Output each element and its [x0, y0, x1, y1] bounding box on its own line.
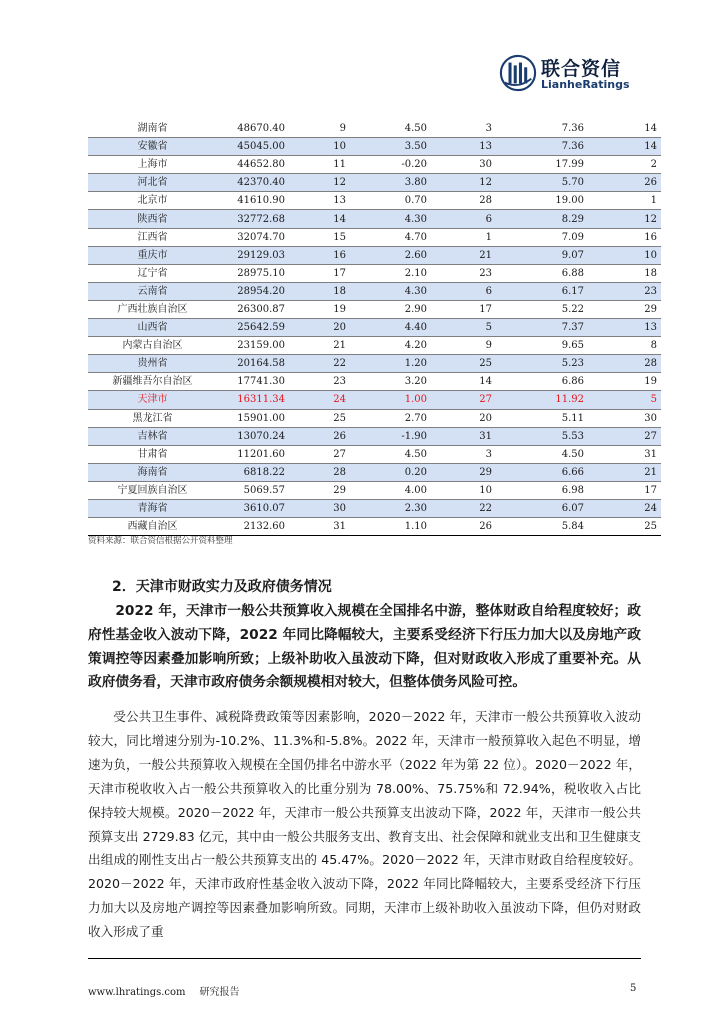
value-cell: 21 [431, 246, 496, 264]
value-cell: 24 [289, 391, 350, 409]
value-cell: 2.30 [350, 499, 431, 517]
value-cell: 3 [431, 120, 496, 138]
value-cell: 15 [289, 228, 350, 246]
footer-website: www.lhratings.com [88, 987, 186, 998]
value-cell: 30 [588, 409, 661, 427]
table-body [88, 120, 661, 536]
value-cell: 20 [289, 319, 350, 337]
region-name-cell: 湖南省 [88, 120, 217, 138]
value-cell: 22 [289, 355, 350, 373]
region-name-cell: 河北省 [88, 174, 217, 192]
value-cell: 25 [588, 518, 661, 536]
value-cell: 41610.90 [217, 192, 289, 210]
logo-chinese-name: 联合资信 [541, 58, 622, 80]
value-cell: 32074.70 [217, 228, 289, 246]
value-cell: 28 [289, 463, 350, 481]
value-cell: 24 [588, 499, 661, 517]
value-cell: 2 [588, 156, 661, 174]
body-paragraph: 受公共卫生事件、减税降费政策等因素影响，2020－2022 年，天津市一般公共预算收入波动较大，同比增速分别为-10.2%、11.3%和-5.8%。2022 年，天津市一般预算收入起色不明显，增速为负，一般公共预算收入规模在全国仍排名中游水平（2022 年为第 22 位）。2020－2022 年，天津市税收收入占一般公共预算收入的比重分别为 78.00%、75.75%和 72.94%，税收收入占比保持较大规模。2020－2022 年，天津市一般公共预算支出波动下降，2022 年，天津市一般公共预算支出 2729.83 亿元，其中由一般公共服务支出、教育支出、社会保障和就业支出和卫生健康支出组成的刚性支出占一般公共预算支出的 45.47%。2020－2022 年，天津市财政自给程度较好。2020－2022 年，天津市政府性基金收入波动下降，2022 年同比降幅较大，主要系受经济下行压力加大以及房地产调控等因素叠加影响所致。同期，天津市上级补助收入虽波动下降，但仍对财政收入形成了重 [88, 709, 641, 940]
value-cell: 4.20 [350, 337, 431, 355]
value-cell: 22 [431, 499, 496, 517]
region-name-cell: 宁夏回族自治区 [88, 481, 217, 499]
footer-doc-type: 研究报告 [199, 987, 240, 998]
region-name-cell: 天津市 [88, 391, 217, 409]
table-row [88, 463, 661, 481]
table-row [88, 481, 661, 499]
value-cell: 15901.00 [217, 409, 289, 427]
company-logo [499, 52, 629, 94]
value-cell: 10 [431, 481, 496, 499]
value-cell: 5.70 [496, 174, 588, 192]
value-cell: 14 [588, 120, 661, 138]
value-cell: 48670.40 [217, 120, 289, 138]
value-cell: 25642.59 [217, 319, 289, 337]
value-cell: 21 [588, 463, 661, 481]
value-cell: 19 [289, 300, 350, 318]
table-row [88, 282, 661, 300]
value-cell: 12 [588, 210, 661, 228]
value-cell: 23 [289, 373, 350, 391]
value-cell: 17 [289, 264, 350, 282]
value-cell: 14 [588, 138, 661, 156]
table-row [88, 156, 661, 174]
value-cell: 4.50 [350, 120, 431, 138]
value-cell: 0.20 [350, 463, 431, 481]
value-cell: 1 [431, 228, 496, 246]
value-cell: 13 [431, 138, 496, 156]
table-row [88, 337, 661, 355]
value-cell: -0.20 [350, 156, 431, 174]
value-cell: 28975.10 [217, 264, 289, 282]
value-cell: 23 [431, 264, 496, 282]
table-row [88, 120, 661, 138]
value-cell: 5.23 [496, 355, 588, 373]
value-cell: 3.50 [350, 138, 431, 156]
value-cell: 4.00 [350, 481, 431, 499]
value-cell: 32772.68 [217, 210, 289, 228]
region-name-cell: 吉林省 [88, 427, 217, 445]
region-name-cell: 北京市 [88, 192, 217, 210]
value-cell: 3 [431, 445, 496, 463]
value-cell: 6.86 [496, 373, 588, 391]
value-cell: 18 [588, 264, 661, 282]
summary-paragraph: 2022 年，天津市一般公共预算收入规模在全国排名中游，整体财政自给程度较好；政府性基金收入波动下降，2022 年同比降幅较大，主要系受经济下行压力加大以及房地产政策调控等因素叠加影响所致；上级补助收入虽波动下降，但对财政收入形成了重要补充。从政府债务看，天津市政府债务余额规模相对较大，但整体债务风险可控。 [88, 603, 641, 691]
region-name-cell: 安徽省 [88, 138, 217, 156]
value-cell: 2.10 [350, 264, 431, 282]
value-cell: 9 [431, 337, 496, 355]
region-name-cell: 陕西省 [88, 210, 217, 228]
value-cell: -1.90 [350, 427, 431, 445]
footer-divider [88, 958, 641, 959]
value-cell: 7.36 [496, 120, 588, 138]
value-cell: 30 [289, 499, 350, 517]
region-name-cell: 新疆维吾尔自治区 [88, 373, 217, 391]
value-cell: 11.92 [496, 391, 588, 409]
value-cell: 17.99 [496, 156, 588, 174]
value-cell: 16 [588, 228, 661, 246]
value-cell: 29129.03 [217, 246, 289, 264]
table-row [88, 300, 661, 318]
value-cell: 6.66 [496, 463, 588, 481]
region-name-cell: 青海省 [88, 499, 217, 517]
region-name-cell: 贵州省 [88, 355, 217, 373]
value-cell: 11201.60 [217, 445, 289, 463]
value-cell: 2.90 [350, 300, 431, 318]
value-cell: 4.30 [350, 210, 431, 228]
value-cell: 19.00 [496, 192, 588, 210]
value-cell: 2.70 [350, 409, 431, 427]
value-cell: 5.53 [496, 427, 588, 445]
value-cell: 7.37 [496, 319, 588, 337]
table-row [88, 228, 661, 246]
value-cell: 9 [289, 120, 350, 138]
value-cell: 7.36 [496, 138, 588, 156]
region-name-cell: 重庆市 [88, 246, 217, 264]
value-cell: 17741.30 [217, 373, 289, 391]
region-name-cell: 甘肃省 [88, 445, 217, 463]
region-name-cell: 黑龙江省 [88, 409, 217, 427]
table-row [88, 445, 661, 463]
value-cell: 45045.00 [217, 138, 289, 156]
value-cell: 27 [289, 445, 350, 463]
value-cell: 6 [431, 210, 496, 228]
value-cell: 1.20 [350, 355, 431, 373]
value-cell: 6.88 [496, 264, 588, 282]
value-cell: 6818.22 [217, 463, 289, 481]
table-row [88, 518, 661, 536]
value-cell: 13 [289, 192, 350, 210]
value-cell: 26 [431, 518, 496, 536]
lianhe-logo-icon [499, 54, 537, 92]
value-cell: 9.65 [496, 337, 588, 355]
region-name-cell: 内蒙古自治区 [88, 337, 217, 355]
value-cell: 5 [588, 391, 661, 409]
region-name-cell: 辽宁省 [88, 264, 217, 282]
page-number: 5 [630, 983, 637, 994]
value-cell: 0.70 [350, 192, 431, 210]
section-heading: 2．天津市财政实力及政府债务情况 [112, 579, 332, 595]
table-row [88, 499, 661, 517]
value-cell: 3610.07 [217, 499, 289, 517]
value-cell: 5.11 [496, 409, 588, 427]
table-row [88, 355, 661, 373]
footer-left [88, 983, 240, 998]
table-row [88, 210, 661, 228]
value-cell: 5.84 [496, 518, 588, 536]
value-cell: 1 [588, 192, 661, 210]
value-cell: 6.17 [496, 282, 588, 300]
value-cell: 12 [431, 174, 496, 192]
value-cell: 11 [289, 156, 350, 174]
region-name-cell: 山西省 [88, 319, 217, 337]
value-cell: 23 [588, 282, 661, 300]
value-cell: 17 [588, 481, 661, 499]
table-row [88, 391, 661, 409]
value-cell: 23159.00 [217, 337, 289, 355]
value-cell: 1.00 [350, 391, 431, 409]
value-cell: 7.09 [496, 228, 588, 246]
region-name-cell: 云南省 [88, 282, 217, 300]
value-cell: 17 [431, 300, 496, 318]
table-row [88, 373, 661, 391]
value-cell: 29 [588, 300, 661, 318]
value-cell: 4.50 [496, 445, 588, 463]
value-cell: 25 [431, 355, 496, 373]
value-cell: 28954.20 [217, 282, 289, 300]
value-cell: 30 [431, 156, 496, 174]
table-row [88, 264, 661, 282]
value-cell: 25 [289, 409, 350, 427]
table-source-note: 资料来源：联合资信根据公开资料整理 [88, 536, 233, 546]
value-cell: 13 [588, 319, 661, 337]
value-cell: 10 [289, 138, 350, 156]
value-cell: 3.20 [350, 373, 431, 391]
value-cell: 27 [588, 427, 661, 445]
region-name-cell: 广西壮族自治区 [88, 300, 217, 318]
value-cell: 13070.24 [217, 427, 289, 445]
value-cell: 3.80 [350, 174, 431, 192]
region-name-cell: 上海市 [88, 156, 217, 174]
value-cell: 19 [588, 373, 661, 391]
value-cell: 31 [289, 518, 350, 536]
table-row [88, 427, 661, 445]
table-row [88, 246, 661, 264]
table-row [88, 409, 661, 427]
value-cell: 14 [431, 373, 496, 391]
value-cell: 4.50 [350, 445, 431, 463]
value-cell: 28 [588, 355, 661, 373]
value-cell: 2.60 [350, 246, 431, 264]
value-cell: 8 [588, 337, 661, 355]
value-cell: 20 [431, 409, 496, 427]
value-cell: 28 [431, 192, 496, 210]
value-cell: 27 [431, 391, 496, 409]
value-cell: 4.70 [350, 228, 431, 246]
value-cell: 5 [431, 319, 496, 337]
value-cell: 26300.87 [217, 300, 289, 318]
value-cell: 44652.80 [217, 156, 289, 174]
value-cell: 29 [289, 481, 350, 499]
value-cell: 26 [588, 174, 661, 192]
value-cell: 6.07 [496, 499, 588, 517]
value-cell: 2132.60 [217, 518, 289, 536]
region-name-cell: 海南省 [88, 463, 217, 481]
value-cell: 8.29 [496, 210, 588, 228]
value-cell: 10 [588, 246, 661, 264]
value-cell: 31 [431, 427, 496, 445]
table-row [88, 138, 661, 156]
logo-english-name: LianheRatings [541, 78, 630, 91]
value-cell: 9.07 [496, 246, 588, 264]
region-name-cell: 江西省 [88, 228, 217, 246]
value-cell: 16 [289, 246, 350, 264]
value-cell: 5.22 [496, 300, 588, 318]
value-cell: 6 [431, 282, 496, 300]
value-cell: 12 [289, 174, 350, 192]
value-cell: 18 [289, 282, 350, 300]
table-row [88, 192, 661, 210]
value-cell: 6.98 [496, 481, 588, 499]
value-cell: 20164.58 [217, 355, 289, 373]
value-cell: 26 [289, 427, 350, 445]
value-cell: 14 [289, 210, 350, 228]
value-cell: 16311.34 [217, 391, 289, 409]
table-row [88, 319, 661, 337]
province-fiscal-table [88, 120, 657, 536]
value-cell: 42370.40 [217, 174, 289, 192]
value-cell: 5069.57 [217, 481, 289, 499]
table-row [88, 174, 661, 192]
value-cell: 4.40 [350, 319, 431, 337]
value-cell: 31 [588, 445, 661, 463]
region-name-cell: 西藏自治区 [88, 518, 217, 536]
value-cell: 21 [289, 337, 350, 355]
value-cell: 1.10 [350, 518, 431, 536]
value-cell: 29 [431, 463, 496, 481]
value-cell: 4.30 [350, 282, 431, 300]
